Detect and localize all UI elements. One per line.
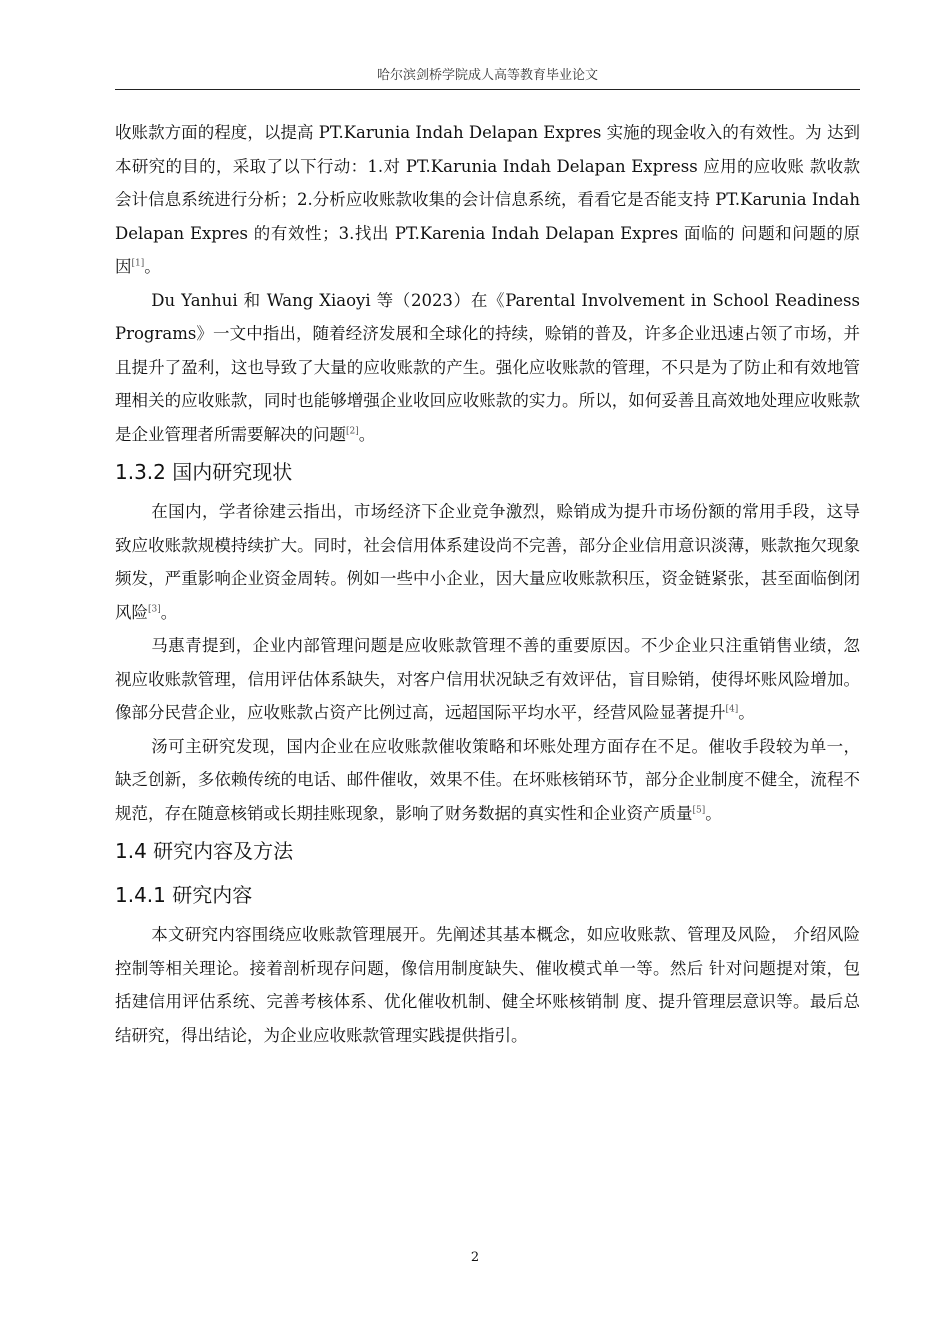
paragraph-tang-kezhu: 汤可主研究发现，国内企业在应收账款催收策略和坏账处理方面存在不足。催收手段较为单一，缺乏创新，多依赖传统的电话、邮件催收，效果不佳。在坏账核销环节，部分企业制度不健全，流程不规范，存在随意核销或长期挂账现象，影响了财务数据的真实性和企业资产质量[5]。	[115, 736, 860, 823]
section-heading-1-4-1: 1.4.1 研究内容	[115, 883, 253, 907]
document-body	[115, 116, 860, 1052]
page-header: 哈尔滨剑桥学院成人高等教育毕业论文	[115, 64, 860, 90]
section-heading-1-3-2: 1.3.2 国内研究现状	[115, 460, 293, 484]
paragraph-ma-huiqing: 马惠青提到，企业内部管理问题是应收账款管理不善的重要原因。不少企业只注重销售业绩，忽视应收账款管理，信用评估体系缺失，对客户信用状况缺乏有效评估，盲目赊销，使得坏账风险增加。像部分民营企业，应收账款占资产比例过高，远超国际平均水平，经营风险显著提升[4]。	[115, 636, 860, 722]
paragraph-xu-jianyun: 在国内，学者徐建云指出，市场经济下企业竞争激烈，赊销成为提升市场份额的常用手段，这导致应收账款规模持续扩大。同时，社会信用体系建设尚不完善，部分企业信用意识淡薄，账款拖欠现象频发，严重影响企业资金周转。例如一些中小企业，因大量应收账款积压，资金链紧张，甚至面临倒闭风险[3]。	[115, 502, 860, 622]
paragraph-continuation: 收账款方面的程度，以提高 PT.Karunia Indah Delapan Expres 实施的现金收入的有效性。为 达到本研究的目的，采取了以下行动：1.对 PT.Karunia Indah Delapan Express 应用的应收账 款收款会计信息系统进行分析；2.分析应收账款收集的会计信息系统，看看它是否能支持 PT.Karunia Indah Delapan Expres 的有效性；3.找出 PT.Karenia Indah Delapan Expres 面临的 问题和问题的原因[1]。	[115, 123, 860, 276]
citation-5: [5]	[692, 805, 706, 815]
citation-3: [3]	[148, 604, 161, 614]
paragraph-du-yanhui: Du Yanhui 和 Wang Xiaoyi 等（2023）在《Parental Involvement in School Readiness Programs》一文中指出，随着经济发展和全球化的持续，赊销的普及，许多企业迅速占领了市场，并且提升了盈利，这也导致了大量的应收账款的产生。强化应收账款的管理，不只是为了防止和有效地管理相关的应收账款，同时也能够增强企业收回应收账款的实力。所以，如何妥善且高效地处理应收账款是企业管理者所需要解决的问题[2]。	[115, 290, 860, 444]
citation-1: [1]	[131, 258, 145, 269]
section-heading-1-4: 1.4 研究内容及方法	[115, 839, 294, 863]
paragraph-research-content: 本文研究内容围绕应收账款管理展开。先阐述其基本概念，如应收账款、管理及风险， 介绍风险控制等相关理论。接着剖析现存问题，像信用制度缺失、催收模式单一等。然后 针对问题提对策，包括建信用评估系统、完善考核体系、优化催收机制、健全坏账核销制 度、提升管理层意识等。最后总结研究，得出结论，为企业应收账款管理实践提供指引。	[115, 925, 860, 1045]
citation-2: [2]	[346, 426, 359, 436]
page-number: 2	[470, 1250, 480, 1265]
citation-4: [4]	[725, 704, 739, 715]
